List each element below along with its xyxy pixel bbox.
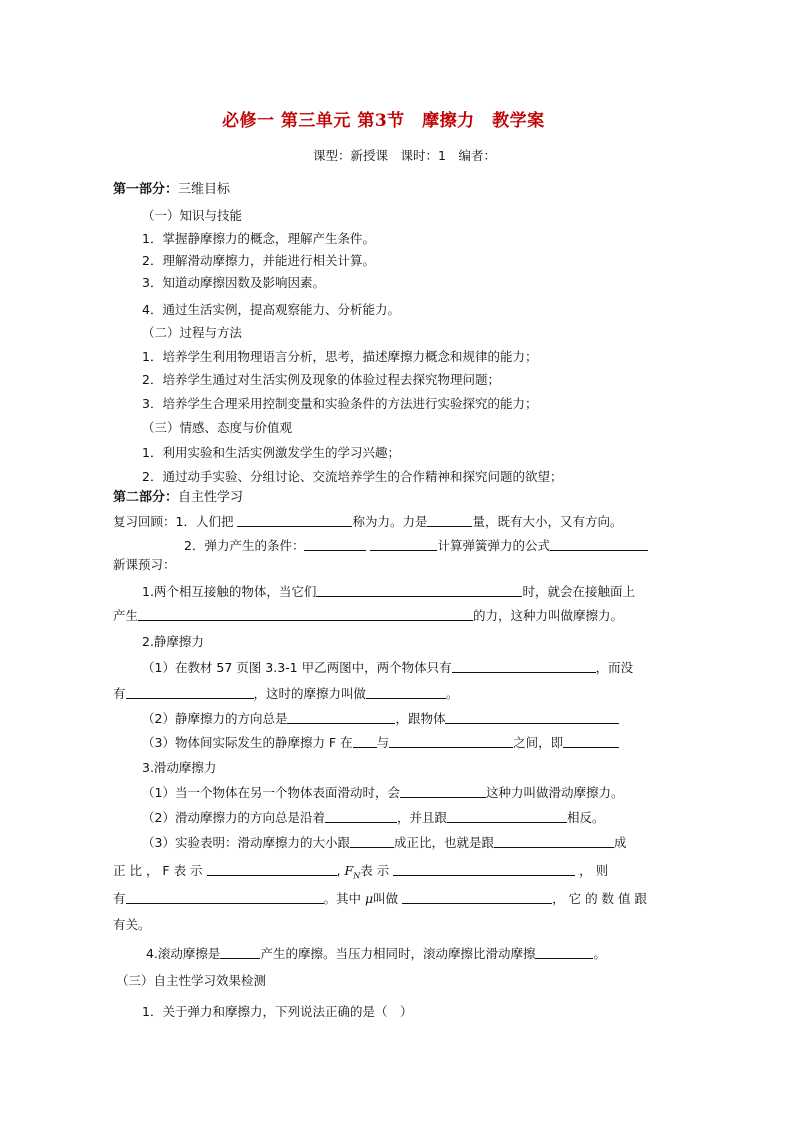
answer-blank[interactable] — [366, 685, 446, 699]
review2-text-b: 计算弹簧弹力的公式 — [437, 538, 550, 553]
q3-5-text-b: 。其中 — [323, 891, 362, 906]
knowledge-item-3: 3．知道动摩擦因数及影响因素。 — [142, 275, 325, 290]
answer-blank[interactable] — [138, 607, 473, 621]
q2-heading: 2.静摩擦力 — [142, 634, 204, 649]
answer-blank[interactable] — [316, 583, 522, 597]
knowledge-item-1: 1．掌握静摩擦力的概念，理解产生条件。 — [142, 231, 375, 246]
part1-heading — [113, 178, 230, 197]
answer-blank[interactable] — [325, 809, 397, 823]
q3-2-text-a: （2）滑动摩擦力的方向总是沿着 — [142, 810, 325, 825]
q2-2-text-a: （2）静摩擦力的方向总是 — [142, 711, 288, 726]
process-item-3: 3．培养学生合理采用控制变量和实验条件的方法进行实验探究的能力； — [142, 396, 538, 411]
process-item-1: 1．培养学生利用物理语言分析，思考，描述摩擦力概念和规律的能力； — [142, 349, 538, 364]
q3-1-line — [142, 783, 623, 801]
q3-5-text-a: 有 — [113, 891, 126, 906]
answer-blank[interactable] — [353, 734, 377, 748]
preview-label: 新课预习： — [113, 557, 176, 572]
q3-4-line: 正 比 ， F 表 示 , $F_N$表 示 ， 则 — [113, 863, 609, 881]
q3-2-text-c: 相反。 — [566, 810, 605, 825]
answer-blank[interactable] — [389, 734, 513, 748]
answer-blank[interactable] — [370, 537, 437, 551]
emotion-item-2: 2．通过动手实验、分组讨论、交流培养学生的合作精神和探究问题的欲望； — [142, 469, 563, 484]
answer-blank[interactable] — [207, 862, 337, 876]
lesson-meta: 课型：新授课 课时：1 编者： — [313, 148, 496, 163]
fn-symbol — [344, 863, 361, 881]
q2-3-text-a: （3）物体间实际发生的静摩擦力 F 在 — [142, 735, 353, 750]
q1-text-c: 产生 — [113, 608, 139, 623]
part2-heading-label: 第二部分： — [113, 490, 179, 505]
answer-blank[interactable] — [304, 537, 366, 551]
q2-1-text-c: 有 — [113, 686, 126, 701]
q3-5-text-c: 叫做 — [373, 891, 399, 906]
review-text-c: 量，既有大小，又有方向。 — [472, 514, 623, 529]
answer-blank[interactable] — [550, 537, 648, 551]
answer-blank[interactable] — [126, 685, 254, 699]
q4-text-a: 4.滚动摩擦是 — [146, 946, 221, 961]
sub-self-check: （三）自主性学习效果检测 — [116, 973, 267, 988]
review-line-2 — [184, 536, 648, 554]
process-item-2: 2．培养学生通过对生活实例及现象的体验过程去探究物理问题； — [142, 372, 500, 387]
q4-text-b: 产生的摩擦。当压力相同时，滚动摩擦比滑动摩擦 — [260, 946, 536, 961]
emotion-item-1: 1．利用实验和生活实例激发学生的学习兴趣； — [142, 445, 400, 460]
answer-blank[interactable] — [350, 834, 394, 848]
q2-1-text-d: ，这时的摩擦力叫做 — [253, 686, 367, 701]
q1-text-b: 时，就会在接触面上 — [522, 584, 635, 599]
sub-emotion: （三）情感、态度与价值观 — [142, 420, 293, 435]
q3-3-text-c: 成 — [613, 835, 627, 850]
q3-6-line: 有关。 — [113, 917, 151, 932]
answer-blank[interactable] — [563, 734, 619, 748]
answer-blank[interactable] — [287, 710, 395, 724]
q3-1-text-b: 这种力叫做滑动摩擦力。 — [485, 785, 624, 800]
q2-1-line-1 — [142, 658, 633, 676]
q1-line-2 — [113, 606, 623, 624]
q2-3-line — [142, 733, 619, 751]
part1-heading-rest: 三维目标 — [178, 182, 231, 197]
part2-heading-rest: 自主性学习 — [178, 490, 244, 505]
q4-text-c: 。 — [593, 946, 606, 961]
answer-blank[interactable] — [494, 834, 614, 848]
q3-2-line — [142, 808, 605, 826]
review-text-b: 称为力。力是 — [352, 514, 428, 529]
q3-3-line — [142, 833, 627, 851]
q2-1-text-a: （1）在教材 57 页图 3.3-1 甲乙两图中，两个物体只有 — [142, 660, 452, 675]
q3-3-text-a: （3）实验表明：滑动摩擦力的大小跟 — [142, 835, 350, 850]
q3-3-text-b: 成正比，也就是跟 — [393, 835, 494, 850]
q1-text-d: 的力，这种力叫做摩擦力。 — [473, 608, 624, 623]
answer-blank[interactable] — [535, 945, 593, 959]
q3-1-text-a: （1）当一个物体在另一个物体表面滑动时，会 — [142, 785, 400, 800]
answer-blank[interactable] — [402, 890, 552, 904]
q2-1-text-b: ，而没 — [595, 660, 634, 675]
q2-2-text-b: ，跟物体 — [395, 711, 446, 726]
answer-blank[interactable] — [393, 862, 575, 876]
answer-blank[interactable] — [445, 710, 619, 724]
mu-symbol: μ — [365, 891, 374, 906]
review-line-1 — [113, 512, 622, 530]
q3-heading: 3.滑动摩擦力 — [142, 760, 217, 775]
review2-text-a: 2．弹力产生的条件： — [184, 538, 305, 553]
knowledge-item-4: 4．通过生活实例，提高观察能力、分析能力。 — [142, 302, 400, 317]
q2-3-text-c: 之间，即 — [513, 735, 564, 750]
knowledge-item-2: 2．理解滑动摩擦力，并能进行相关计算。 — [142, 253, 375, 268]
q1-line-1 — [142, 582, 635, 600]
answer-blank[interactable] — [452, 659, 596, 673]
fn-letter: F — [344, 863, 354, 878]
answer-blank[interactable] — [400, 784, 486, 798]
answer-blank[interactable] — [427, 513, 472, 527]
answer-blank[interactable] — [447, 809, 567, 823]
answer-blank[interactable] — [126, 890, 324, 904]
page-title: 必修一 第三单元 第3节 摩擦力 教学案 — [222, 111, 545, 131]
q2-2-line — [142, 709, 619, 727]
q2-1-line-2 — [113, 684, 459, 702]
sub-knowledge: （一）知识与技能 — [142, 208, 243, 223]
check-question-1: 1．关于弹力和摩擦力，下列说法正确的是（ ） — [142, 1004, 413, 1019]
q1-text-a: 1.两个相互接触的物体，当它们 — [142, 584, 317, 599]
q4-line — [146, 944, 606, 962]
review-text-a: 复习回顾：1．人们把 — [113, 514, 234, 529]
q3-4-text-a: 正 比 ， F 表 示 — [113, 863, 203, 878]
q3-2-text-b: ，并且跟 — [396, 810, 447, 825]
q3-4-text-c: 表 示 — [360, 863, 390, 878]
fn-subscript: N — [353, 871, 361, 881]
q3-5-line — [113, 889, 647, 907]
q2-1-text-e: 。 — [446, 686, 459, 701]
q2-3-text-b: 与 — [376, 735, 390, 750]
part1-heading-label: 第一部分： — [113, 182, 179, 197]
q3-5-text-d: ， 它 的 数 值 跟 — [552, 891, 648, 906]
part2-heading — [113, 486, 243, 505]
answer-blank[interactable] — [220, 945, 260, 959]
q3-4-text-d: ， 则 — [579, 863, 609, 878]
sub-process: （二）过程与方法 — [142, 325, 243, 340]
answer-blank[interactable] — [237, 513, 352, 527]
